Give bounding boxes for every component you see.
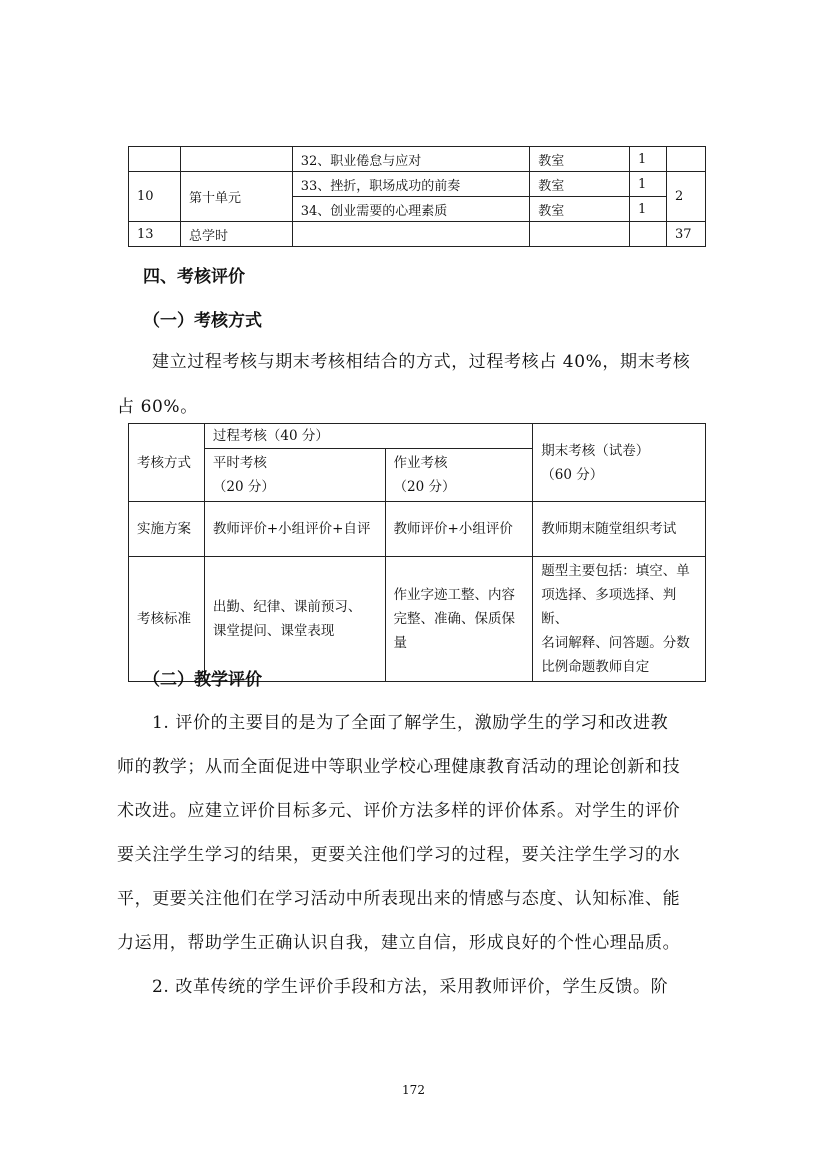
paragraph-line: 平，更要关注他们在学习活动中所表现出来的情感与态度、认知标准、能 xyxy=(117,889,681,909)
table-cell: 实施方案 xyxy=(129,502,205,557)
schedule-table xyxy=(128,146,706,247)
paragraph-line: 要关注学生学习的结果，更要关注他们学习的过程，要关注学生学习的水 xyxy=(117,845,681,865)
table-row xyxy=(129,172,706,197)
table-cell: 10 xyxy=(129,172,181,222)
paragraph-line: 建立过程考核与期末考核相结合的方式，过程考核占 40%，期末考核 xyxy=(152,352,691,372)
cell-line: 名词解释、问答题。分数 xyxy=(541,635,690,651)
paragraph-line: 师的教学；从而全面促进中等职业学校心理健康教育活动的理论创新和技 xyxy=(117,757,681,777)
table-cell: 教师评价+小组评价 xyxy=(385,502,533,557)
table-row xyxy=(129,424,706,449)
table-cell: 考核标准 xyxy=(129,557,205,682)
table-cell xyxy=(530,222,630,247)
cell-line: 量 xyxy=(393,635,408,651)
paragraph-line: 力运用，帮助学生正确认识自我，建立自信，形成良好的个性心理品质。 xyxy=(117,933,681,953)
table-cell xyxy=(385,449,533,502)
table-cell xyxy=(129,147,181,172)
cell-line: 平时考核 xyxy=(212,455,267,471)
table-cell: 37 xyxy=(666,222,705,247)
section-heading: 四、考核评价 xyxy=(143,267,245,287)
table-cell: 13 xyxy=(129,222,181,247)
table-row xyxy=(129,557,706,682)
assessment-table xyxy=(128,423,706,682)
table-cell xyxy=(180,147,292,172)
table-cell: 教室 xyxy=(530,197,630,222)
table-cell xyxy=(292,222,529,247)
table-cell xyxy=(666,147,705,172)
table-cell: 教师期末随堂组织考试 xyxy=(533,502,706,557)
table-cell xyxy=(533,557,706,682)
table-cell: 考核方式 xyxy=(129,424,205,502)
table-cell: 1 xyxy=(630,197,667,222)
cell-line: （60 分） xyxy=(541,466,604,483)
table-cell: 33、挫折，职场成功的前奏 xyxy=(292,172,529,197)
table-cell: 第十单元 xyxy=(180,172,292,222)
table-cell: 34、创业需要的心理素质 xyxy=(292,197,529,222)
cell-line: 项选择、多项选择、判断、 xyxy=(541,587,677,627)
table-row xyxy=(129,147,706,172)
paragraph-line: 1. 评价的主要目的是为了全面了解学生，激励学生的学习和改进教 xyxy=(152,713,669,733)
table-cell xyxy=(533,424,706,502)
paragraph-line: 2. 改革传统的学生评价手段和方法，采用教师评价，学生反馈。阶 xyxy=(152,977,669,997)
table-cell: 过程考核（40 分） xyxy=(204,424,532,449)
table-cell: 教室 xyxy=(530,172,630,197)
table-cell: 教室 xyxy=(530,147,630,172)
cell-line: 作业字迹工整、内容 xyxy=(393,587,516,603)
paragraph-line: 占 60%。 xyxy=(117,397,198,417)
cell-line: 出勤、纪律、课前预习、 xyxy=(212,599,362,615)
table-cell xyxy=(204,557,385,682)
cell-line: （20 分） xyxy=(212,479,275,495)
cell-line: 作业考核 xyxy=(393,455,448,471)
table-row xyxy=(129,502,706,557)
table-cell: 2 xyxy=(666,172,705,222)
cell-line: 课堂提问、课堂表现 xyxy=(212,623,335,639)
table-cell: 总学时 xyxy=(180,222,292,247)
table-cell: 1 xyxy=(630,147,667,172)
table-cell xyxy=(385,557,533,682)
cell-line: （20 分） xyxy=(393,479,456,495)
cell-line: 期末考核（试卷） xyxy=(541,442,650,459)
table-cell: 教师评价+小组评价+自评 xyxy=(204,502,385,557)
cell-line: 题型主要包括：填空、单 xyxy=(541,563,690,579)
table-row xyxy=(129,222,706,247)
table-cell: 1 xyxy=(630,172,667,197)
cell-line: 比例命题教师自定 xyxy=(541,659,650,675)
table-cell xyxy=(630,222,667,247)
page-number: 172 xyxy=(402,1083,425,1097)
subsection-heading: （二）教学评价 xyxy=(143,670,262,690)
subsection-heading: （一）考核方式 xyxy=(143,311,262,331)
cell-line: 完整、准确、保质保 xyxy=(393,611,516,627)
paragraph-line: 术改进。应建立评价目标多元、评价方法多样的评价体系。对学生的评价 xyxy=(117,801,681,821)
table-cell: 32、职业倦怠与应对 xyxy=(292,147,529,172)
table-cell xyxy=(204,449,385,502)
